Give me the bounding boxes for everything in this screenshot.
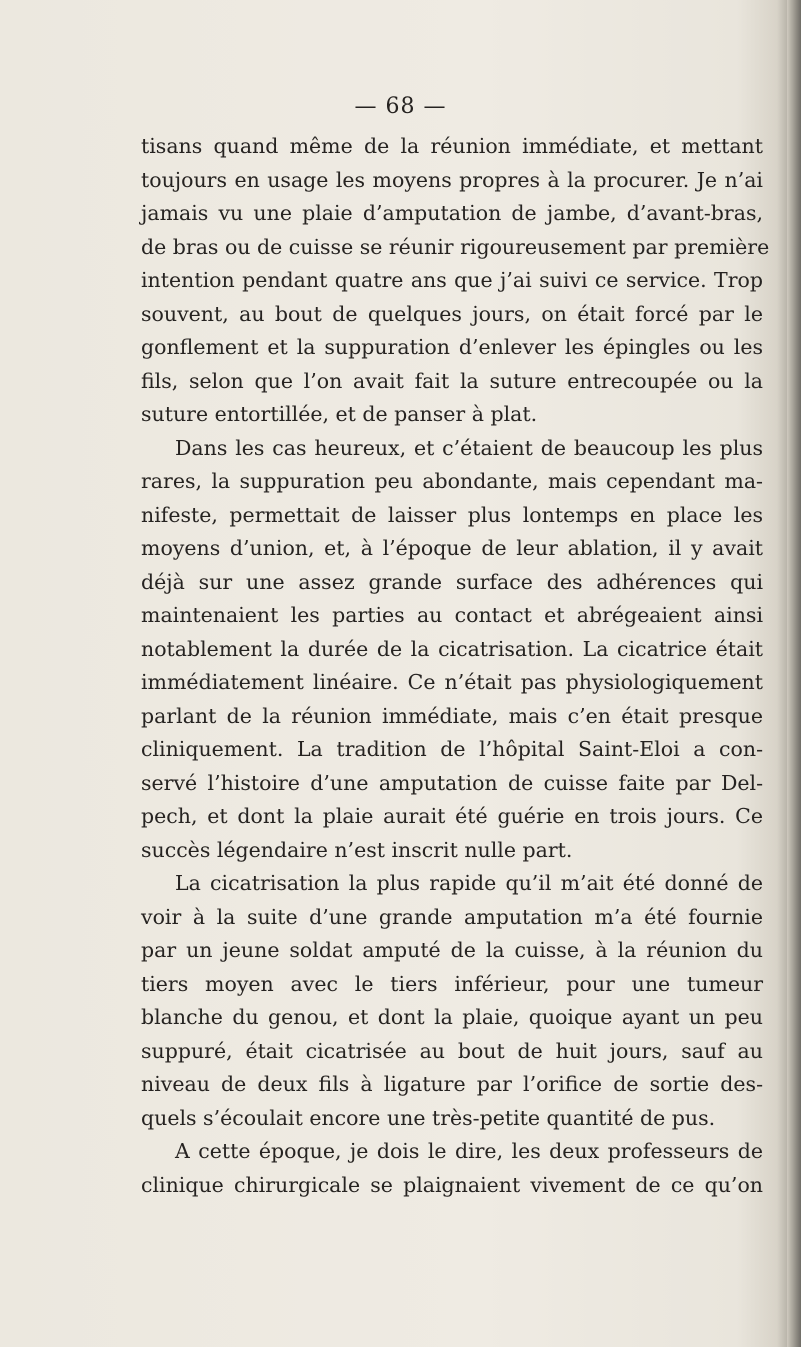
text-line: tisans quand même de la réunion immédiate, et mettant xyxy=(141,134,763,158)
text-line: pech, et dont la plaie aurait été guérie en trois jours. Ce xyxy=(141,804,763,828)
text-line: toujours en usage les moyens propres à la procurer. Je n’ai xyxy=(141,167,763,192)
text-line: fils, selon que l’on avait fait la suture entrecoupée ou la xyxy=(141,368,763,393)
text-line: de bras ou de cuisse se réunir rigoureusement par première xyxy=(141,234,770,259)
text-line: A cette époque, je dois le dire, les deux professeurs de xyxy=(175,1139,763,1163)
text-line: cliniquement. La tradition de l’hôpital Saint-Eloi a con- xyxy=(141,737,763,761)
text-line: jamais vu une plaie d’amputation de jambe, d’avant-bras, xyxy=(141,201,763,225)
body-text xyxy=(141,130,770,1202)
text-line: blanche du genou, et dont la plaie, quoique ayant un peu xyxy=(141,1005,763,1029)
text-line: clinique chirurgicale se plaignaient vivement de ce qu’on xyxy=(141,1172,763,1197)
text-line: servé l’histoire d’une amputation de cuisse faite par Del- xyxy=(141,770,763,795)
text-line: rares, la suppuration peu abondante, mais cependant ma- xyxy=(141,469,763,493)
text-line: intention pendant quatre ans que j’ai suivi ce service. Trop xyxy=(141,268,763,292)
text-line: notablement la durée de la cicatrisation. La cicatrice était xyxy=(141,636,763,661)
text-line: maintenaient les parties au contact et abrégeaient ainsi xyxy=(141,603,763,627)
text-line: par un jeune soldat amputé de la cuisse, à la réunion du xyxy=(141,938,763,962)
text-line: tiers moyen avec le tiers inférieur, pour une tumeur xyxy=(141,971,763,996)
text-line: succès légendaire n’est inscrit nulle part. xyxy=(141,837,573,862)
page-number: — 68 — xyxy=(354,94,447,119)
text-line: quels s’écoulait encore une très-petite quantité de pus. xyxy=(141,1105,716,1130)
text-line: déjà sur une assez grande surface des adhérences qui xyxy=(141,569,763,594)
text-line: Dans les cas heureux, et c’étaient de beaucoup les plus xyxy=(175,435,763,460)
text-line: gonflement et la suppuration d’enlever les épingles ou les xyxy=(141,335,763,359)
text-line: nifeste, permettait de laisser plus lontemps en place les xyxy=(141,502,763,527)
page-edge-shadow xyxy=(787,0,801,1347)
text-line: voir à la suite d’une grande amputation m’a été fournie xyxy=(141,904,763,929)
text-line: immédiatement linéaire. Ce n’était pas physiologiquement xyxy=(141,670,763,694)
text-line: souvent, au bout de quelques jours, on était forcé par le xyxy=(141,301,763,326)
text-line: parlant de la réunion immédiate, mais c’en était presque xyxy=(141,703,763,728)
text-line: niveau de deux fils à ligature par l’orifice de sortie des- xyxy=(141,1072,763,1096)
text-line: suture entortillée, et de panser à plat. xyxy=(141,402,538,426)
text-line: suppuré, était cicatrisée au bout de huit jours, sauf au xyxy=(141,1038,763,1063)
text-line: moyens d’union, et, à l’époque de leur ablation, il y avait xyxy=(141,536,763,560)
text-line: La cicatrisation la plus rapide qu’il m’ait été donné de xyxy=(175,871,763,895)
